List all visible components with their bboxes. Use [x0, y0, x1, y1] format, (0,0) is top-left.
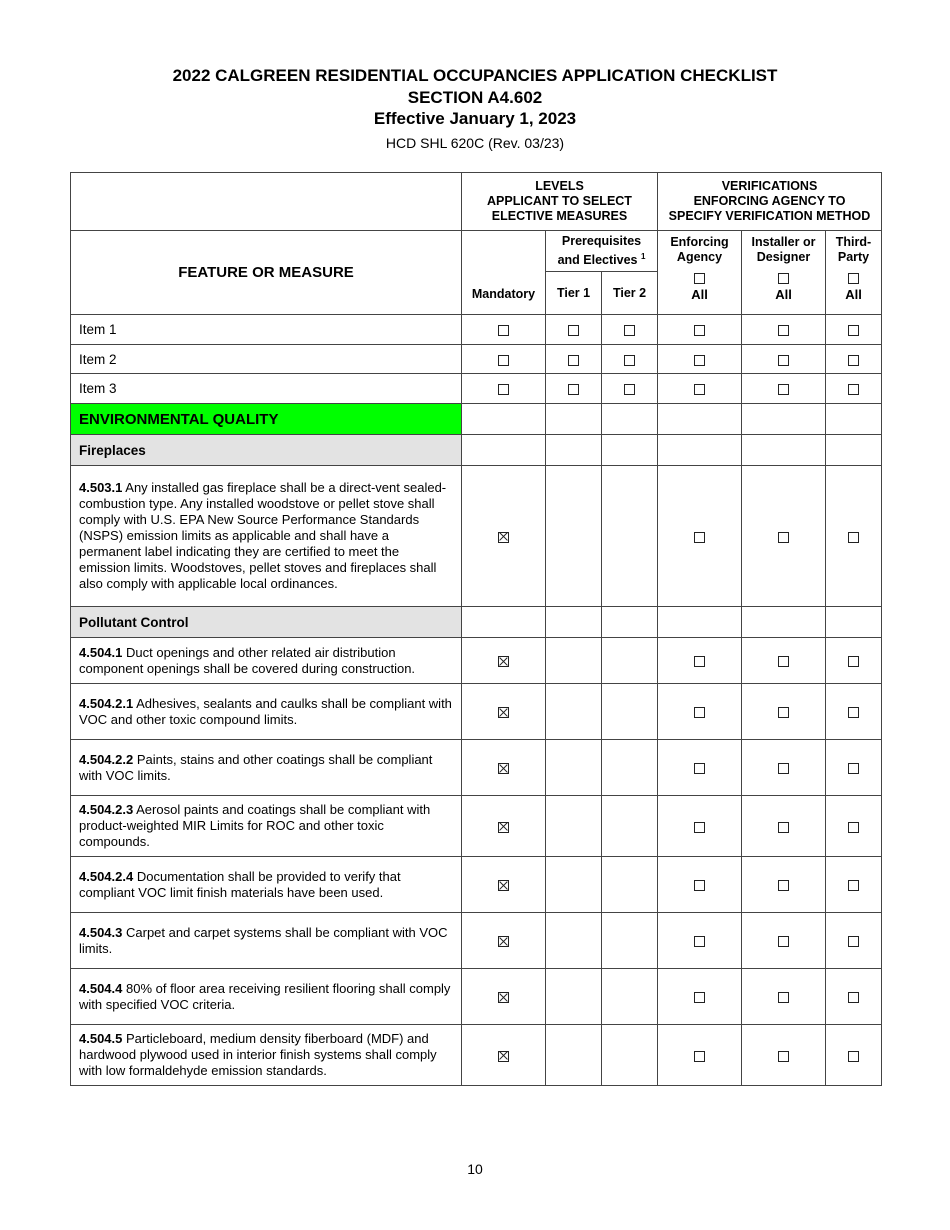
measure-text: 4.504.2.4 Documentation shall be provided to verify that compliant VOC limit finish materials have been used.	[71, 857, 462, 913]
mandatory-checkbox-checked[interactable]	[498, 880, 509, 891]
tier1-checkbox[interactable]	[568, 355, 579, 366]
installer-checkbox[interactable]	[778, 822, 789, 833]
tier2-checkbox[interactable]	[624, 384, 635, 395]
mandatory-checkbox-checked[interactable]	[498, 532, 509, 543]
mandatory-header: Mandatory	[462, 231, 546, 315]
checklist-table	[70, 172, 882, 1086]
enforcing-checkbox[interactable]	[694, 384, 705, 395]
third-party-checkbox[interactable]	[848, 936, 859, 947]
item-label: Item 3	[71, 374, 462, 404]
item-row	[71, 345, 882, 374]
tier1-checkbox[interactable]	[568, 325, 579, 336]
installer-checkbox[interactable]	[778, 992, 789, 1003]
enforcing-checkbox[interactable]	[694, 763, 705, 774]
third-party-checkbox[interactable]	[848, 355, 859, 366]
installer-checkbox[interactable]	[778, 707, 789, 718]
third-party-checkbox[interactable]	[848, 763, 859, 774]
installer-checkbox[interactable]	[778, 355, 789, 366]
measure-row	[71, 796, 882, 857]
tier2-header: Tier 2	[602, 272, 658, 315]
document-title: 2022 CALGREEN RESIDENTIAL OCCUPANCIES APPLICATION CHECKLIST	[172, 66, 778, 85]
prereq-header: Prerequisites and Electives $^1$	[546, 231, 658, 272]
installer-checkbox[interactable]	[778, 936, 789, 947]
installer-checkbox[interactable]	[778, 763, 789, 774]
measure-text: 4.504.4 80% of floor area receiving resilient flooring shall comply with specified VOC criteria.	[71, 969, 462, 1025]
mandatory-checkbox[interactable]	[498, 384, 509, 395]
third-party-checkbox[interactable]	[848, 1051, 859, 1062]
levels-header: LEVELS APPLICANT TO SELECT ELECTIVE MEASURES	[462, 173, 658, 231]
mandatory-checkbox-checked[interactable]	[498, 707, 509, 718]
measure-text: 4.504.2.2 Paints, stains and other coatings shall be compliant with VOC limits.	[71, 740, 462, 796]
measure-text: 4.504.2.1 Adhesives, sealants and caulks shall be compliant with VOC and other toxic compound limits.	[71, 684, 462, 740]
enforcing-checkbox[interactable]	[694, 1051, 705, 1062]
measure-row	[71, 913, 882, 969]
installer-all-checkbox[interactable]	[778, 273, 789, 284]
measure-row	[71, 969, 882, 1025]
enforcing-checkbox[interactable]	[694, 325, 705, 336]
measure-text: 4.504.5 Particleboard, medium density fiberboard (MDF) and hardwood plywood used in interior finish systems shall comply with low formaldehyde emission standards.	[71, 1025, 462, 1086]
page-number: 10	[467, 1161, 483, 1177]
measure-row	[71, 638, 882, 684]
item-row	[71, 374, 882, 404]
third-party-checkbox[interactable]	[848, 532, 859, 543]
mandatory-checkbox-checked[interactable]	[498, 656, 509, 667]
third-party-checkbox[interactable]	[848, 707, 859, 718]
feature-header: FEATURE OR MEASURE	[71, 231, 462, 315]
environmental-quality-heading: ENVIRONMENTAL QUALITY	[71, 404, 462, 435]
installer-checkbox[interactable]	[778, 325, 789, 336]
header-blank	[71, 173, 462, 231]
tier1-header: Tier 1	[546, 272, 602, 315]
effective-date: Effective January 1, 2023	[373, 109, 577, 128]
fireplaces-heading: Fireplaces	[71, 435, 462, 466]
verifications-header: VERIFICATIONS ENFORCING AGENCY TO SPECIFY VERIFICATION METHOD	[658, 173, 882, 231]
enforcing-checkbox[interactable]	[694, 880, 705, 891]
installer-checkbox[interactable]	[778, 880, 789, 891]
third-party-checkbox[interactable]	[848, 880, 859, 891]
mandatory-checkbox[interactable]	[498, 355, 509, 366]
enforcing-all-checkbox[interactable]	[694, 273, 705, 284]
enforcing-checkbox[interactable]	[694, 822, 705, 833]
pollutant-control-heading: Pollutant Control	[71, 607, 462, 638]
installer-checkbox[interactable]	[778, 532, 789, 543]
mandatory-checkbox-checked[interactable]	[498, 936, 509, 947]
enforcing-checkbox[interactable]	[694, 992, 705, 1003]
measure-row	[71, 740, 882, 796]
enforcing-checkbox[interactable]	[694, 532, 705, 543]
item-label: Item 1	[71, 315, 462, 345]
mandatory-checkbox-checked[interactable]	[498, 822, 509, 833]
measure-row	[71, 466, 882, 607]
third-party-checkbox[interactable]	[848, 656, 859, 667]
form-id: HCD SHL 620C (Rev. 03/23)	[385, 135, 565, 151]
enforcing-checkbox[interactable]	[694, 707, 705, 718]
installer-checkbox[interactable]	[778, 384, 789, 395]
mandatory-checkbox-checked[interactable]	[498, 992, 509, 1003]
tier1-checkbox[interactable]	[568, 384, 579, 395]
measure-row	[71, 684, 882, 740]
item-row	[71, 315, 882, 345]
mandatory-checkbox-checked[interactable]	[498, 763, 509, 774]
section-title: SECTION A4.602	[407, 88, 543, 107]
measure-text: 4.504.2.3 Aerosol paints and coatings shall be compliant with product-weighted MIR Limits for ROC and other toxic compounds.	[71, 796, 462, 857]
third-party-checkbox[interactable]	[848, 992, 859, 1003]
measure-row	[71, 1025, 882, 1086]
enforcing-checkbox[interactable]	[694, 936, 705, 947]
enforcing-checkbox[interactable]	[694, 656, 705, 667]
third-party-all-checkbox[interactable]	[848, 273, 859, 284]
third-party-checkbox[interactable]	[848, 325, 859, 336]
tier2-checkbox[interactable]	[624, 355, 635, 366]
enforcing-checkbox[interactable]	[694, 355, 705, 366]
measure-text: 4.503.1 Any installed gas fireplace shall be a direct-vent sealed-combustion type. Any installed woodstove or pellet stove shall comply with U.S. EPA New Source Performance Standards (NSPS) emission limits as applicable and shall have a permanent label indicating they are certified to meet the emission limits. Woodstoves, pellet stoves and fireplaces shall also comply with applicable local ordinances.	[71, 466, 462, 607]
measure-text: 4.504.1 Duct openings and other related air distribution component openings shall be covered during construction.	[71, 638, 462, 684]
installer-checkbox[interactable]	[778, 1051, 789, 1062]
third-party-checkbox[interactable]	[848, 384, 859, 395]
measure-row	[71, 857, 882, 913]
enforcing-agency-header: Enforcing Agency All	[658, 231, 742, 315]
installer-header: Installer or Designer All	[742, 231, 826, 315]
mandatory-checkbox-checked[interactable]	[498, 1051, 509, 1062]
third-party-header: Third- Party All	[826, 231, 882, 315]
installer-checkbox[interactable]	[778, 656, 789, 667]
item-label: Item 2	[71, 345, 462, 374]
measure-text: 4.504.3 Carpet and carpet systems shall be compliant with VOC limits.	[71, 913, 462, 969]
third-party-checkbox[interactable]	[848, 822, 859, 833]
tier2-checkbox[interactable]	[624, 325, 635, 336]
mandatory-checkbox[interactable]	[498, 325, 509, 336]
